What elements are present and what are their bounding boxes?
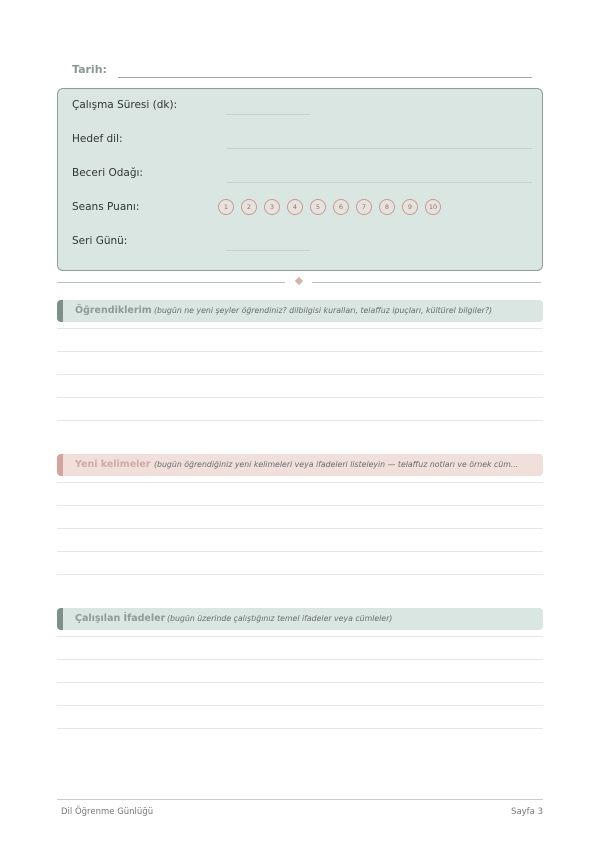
writing-line[interactable] (57, 574, 543, 575)
study-time-row (72, 97, 532, 117)
streak-day-label: Seri Günü: (72, 235, 128, 247)
writing-line[interactable] (57, 682, 543, 683)
writing-line[interactable] (57, 397, 543, 398)
phrases-section (57, 608, 543, 630)
score-option[interactable]: 2 (241, 199, 257, 215)
score-option[interactable]: 3 (264, 199, 280, 215)
score-option[interactable]: 4 (287, 199, 303, 215)
learned-section (57, 300, 543, 322)
learned-header (57, 300, 543, 322)
divider-line (312, 282, 541, 283)
streak-day-field[interactable] (226, 250, 310, 251)
words-title: Yeni kelimeler (75, 459, 151, 470)
score-rating (218, 199, 441, 215)
study-time-field[interactable] (226, 114, 310, 115)
footer-divider (57, 799, 543, 800)
writing-line[interactable] (57, 482, 543, 483)
date-field[interactable] (118, 77, 532, 78)
words-hint: (bugün öğrendiğiniz yeni kelimeleri veya ifadeleri listeleyin — telaffuz notları ve örnek cüm... (154, 460, 519, 469)
writing-line[interactable] (57, 659, 543, 660)
session-score-label: Seans Puanı: (72, 201, 140, 213)
writing-line[interactable] (57, 528, 543, 529)
target-language-label: Hedef dil: (72, 133, 123, 145)
header-accent-bar (57, 300, 63, 322)
writing-line[interactable] (57, 705, 543, 706)
words-header (57, 454, 543, 476)
writing-line[interactable] (57, 351, 543, 352)
writing-line[interactable] (57, 636, 543, 637)
page-number: Sayfa 3 (511, 807, 543, 817)
date-label: Tarih: (72, 63, 107, 76)
words-section (57, 454, 543, 476)
writing-line[interactable] (57, 328, 543, 329)
session-info-box (57, 88, 543, 271)
writing-line[interactable] (57, 374, 543, 375)
score-option[interactable]: 8 (379, 199, 395, 215)
study-time-label: Çalışma Süresi (dk): (72, 99, 178, 111)
score-option[interactable]: 5 (310, 199, 326, 215)
score-option[interactable]: 9 (402, 199, 418, 215)
section-divider (57, 277, 541, 287)
skill-focus-row (72, 165, 532, 185)
skill-focus-label: Beceri Odağı: (72, 167, 143, 179)
writing-line[interactable] (57, 420, 543, 421)
writing-line[interactable] (57, 728, 543, 729)
phrases-header (57, 608, 543, 630)
learned-title: Öğrendiklerim (75, 305, 152, 316)
target-language-field[interactable] (226, 148, 532, 149)
footer-journal-title: Dil Öğrenme Günlüğü (61, 807, 154, 817)
date-row (72, 63, 532, 79)
session-score-row (72, 199, 532, 219)
writing-line[interactable] (57, 505, 543, 506)
diamond-icon (295, 277, 303, 285)
divider-line (57, 282, 285, 283)
header-accent-bar (57, 608, 63, 630)
score-option[interactable]: 10 (425, 199, 441, 215)
skill-focus-field[interactable] (226, 182, 532, 183)
learned-hint: (bugün ne yeni şeyler öğrendiniz? dilbilgisi kuralları, telaffuz ipuçları, kültürel bilgiler?) (154, 306, 493, 315)
header-accent-bar (57, 454, 63, 476)
target-language-row (72, 131, 532, 151)
score-option[interactable]: 1 (218, 199, 234, 215)
writing-line[interactable] (57, 551, 543, 552)
score-option[interactable]: 6 (333, 199, 349, 215)
score-option[interactable]: 7 (356, 199, 372, 215)
phrases-title: Çalışılan İfadeler (75, 613, 166, 624)
phrases-hint: (bugün üzerinde çalıştığınız temel ifadeler veya cümleler) (167, 614, 393, 623)
streak-day-row (72, 233, 532, 253)
